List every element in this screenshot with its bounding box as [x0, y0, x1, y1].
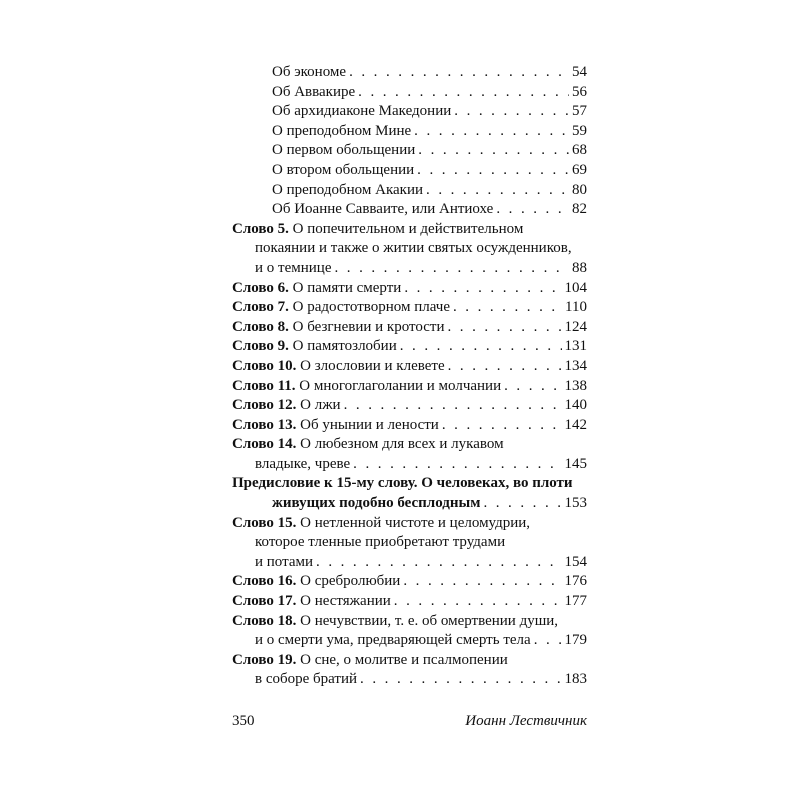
- slovo-number: Слово 19.: [232, 651, 297, 668]
- slovo-number: Слово 6.: [232, 279, 289, 296]
- entry-title: О преподобном Акакии: [272, 181, 424, 198]
- leader-dots: [316, 553, 561, 573]
- entry-title: живущих подобно бесплодным: [272, 495, 481, 512]
- entry-title: О памятозлобии: [292, 338, 397, 355]
- toc-entry-slovo-9[interactable]: [232, 337, 587, 357]
- leader-dots: [414, 122, 569, 142]
- entry-title: О попечительном и действительном: [292, 220, 524, 237]
- leader-dots: [483, 494, 561, 514]
- toc-entry[interactable]: [232, 102, 587, 122]
- entry-page: 59: [572, 122, 587, 139]
- leader-dots: [442, 416, 562, 436]
- entry-page: 177: [564, 593, 587, 610]
- entry-title: О безгневии и кротости: [292, 318, 445, 335]
- entry-page: 56: [572, 83, 587, 100]
- page-footer: [232, 713, 587, 730]
- entry-title: и о темнице: [255, 259, 332, 276]
- toc-entry-slovo-8[interactable]: [232, 318, 587, 338]
- entry-page: 142: [564, 416, 587, 433]
- slovo-number: Слово 14.: [232, 436, 297, 453]
- toc-entry-continuation: [232, 533, 587, 553]
- entry-title: которое тленные приобретают трудами: [255, 534, 506, 551]
- leader-dots: [404, 279, 561, 299]
- leader-dots: [400, 337, 562, 357]
- entry-title: О преподобном Мине: [272, 122, 412, 139]
- leader-dots: [349, 63, 569, 83]
- slovo-number: Слово 8.: [232, 318, 289, 335]
- toc-entry[interactable]: [232, 83, 587, 103]
- entry-title: Об унынии и лености: [300, 416, 439, 433]
- toc-entry[interactable]: [232, 141, 587, 161]
- entry-page: 57: [572, 103, 587, 120]
- entry-title: Предисловие к 15-му слову. О человеках, во плоти: [232, 475, 573, 492]
- slovo-number: Слово 7.: [232, 299, 289, 316]
- leader-dots: [344, 396, 562, 416]
- slovo-number: Слово 18.: [232, 612, 297, 629]
- toc-entry[interactable]: [232, 181, 587, 201]
- toc-entry-continuation: [232, 494, 587, 514]
- slovo-number: Слово 12.: [232, 397, 297, 414]
- entry-title: О нетленной чистоте и целомудрии,: [300, 514, 531, 531]
- toc-entry-slovo-16[interactable]: [232, 572, 587, 592]
- entry-page: 154: [564, 553, 587, 570]
- leader-dots: [394, 592, 562, 612]
- entry-page: 140: [564, 397, 587, 414]
- toc-entry-slovo-12[interactable]: [232, 396, 587, 416]
- leader-dots: [448, 357, 562, 377]
- entry-page: 145: [564, 455, 587, 472]
- slovo-number: Слово 5.: [232, 220, 289, 237]
- slovo-number: Слово 16.: [232, 573, 297, 590]
- entry-title: О радостотворном плаче: [292, 299, 450, 316]
- toc-entry-continuation: [232, 259, 587, 279]
- entry-title: О сребролюбии: [300, 573, 401, 590]
- entry-title: О памяти смерти: [292, 279, 402, 296]
- slovo-number: Слово 13.: [232, 416, 297, 433]
- leader-dots: [360, 670, 561, 690]
- leader-dots: [334, 259, 569, 279]
- entry-title: О любезном для всех и лукавом: [300, 436, 504, 453]
- entry-page: 134: [564, 357, 587, 374]
- entry-page: 124: [564, 318, 587, 335]
- slovo-number: Слово 11.: [232, 377, 296, 394]
- table-of-contents: [232, 63, 587, 690]
- toc-entry-slovo-18[interactable]: [232, 612, 587, 632]
- entry-page: 82: [572, 201, 587, 218]
- toc-entry-slovo-7[interactable]: [232, 298, 587, 318]
- entry-title: О первом обольщении: [272, 142, 416, 159]
- leader-dots: [358, 83, 569, 103]
- entry-page: 69: [572, 161, 587, 178]
- entry-title: О многоглаголании и молчании: [299, 377, 502, 394]
- leader-dots: [447, 318, 561, 338]
- entry-page: 68: [572, 142, 587, 159]
- toc-entry-slovo-6[interactable]: [232, 279, 587, 299]
- leader-dots: [534, 631, 562, 651]
- entry-title: и потами: [255, 553, 314, 570]
- toc-entry[interactable]: [232, 200, 587, 220]
- toc-entry-continuation: [232, 670, 587, 690]
- toc-entry-continuation: [232, 455, 587, 475]
- entry-page: 104: [564, 279, 587, 296]
- toc-entry-slovo-5[interactable]: [232, 220, 587, 240]
- leader-dots: [403, 572, 561, 592]
- entry-title: О нечувствии, т. е. об омертвении души,: [300, 612, 559, 629]
- toc-entry-continuation: [232, 553, 587, 573]
- entry-title: владыке, чреве: [255, 455, 351, 472]
- leader-dots: [353, 455, 561, 475]
- leader-dots: [426, 181, 569, 201]
- slovo-number: Слово 15.: [232, 514, 297, 531]
- entry-title: и о смерти ума, предваряющей смерть тела: [255, 632, 531, 649]
- slovo-number: Слово 9.: [232, 338, 289, 355]
- leader-dots: [496, 200, 569, 220]
- entry-page: 54: [572, 64, 587, 80]
- toc-entry-slovo-15[interactable]: [232, 514, 587, 534]
- entry-page: 110: [565, 299, 587, 316]
- toc-entry-preface-15[interactable]: [232, 474, 587, 494]
- entry-page: 138: [564, 377, 587, 394]
- toc-entry[interactable]: [232, 161, 587, 181]
- running-author: Иоанн Лествичник: [465, 713, 587, 729]
- entry-title: Об Аввакире: [272, 83, 356, 100]
- slovo-number: Слово 10.: [232, 357, 297, 374]
- entry-title: в соборе братий: [255, 671, 358, 688]
- leader-dots: [417, 161, 569, 181]
- entry-title: О втором обольщении: [272, 161, 415, 178]
- entry-title: О злословии и клевете: [300, 357, 445, 374]
- entry-title: О лжи: [300, 397, 341, 414]
- toc-entry[interactable]: [232, 122, 587, 142]
- toc-entry-slovo-19[interactable]: [232, 651, 587, 671]
- toc-entry-slovo-10[interactable]: [232, 357, 587, 377]
- entry-page: 153: [564, 495, 587, 512]
- toc-entry-continuation: [232, 631, 587, 651]
- toc-entry-slovo-11[interactable]: [232, 377, 587, 397]
- entry-title: Об архидиаконе Македонии: [272, 103, 452, 120]
- slovo-number: Слово 17.: [232, 593, 297, 610]
- entry-title: Об Иоанне Савваите, или Антиохе: [272, 201, 494, 218]
- entry-title: О сне, о молитве и псалмопении: [300, 651, 508, 668]
- entry-page: 88: [572, 259, 587, 276]
- leader-dots: [454, 102, 569, 122]
- entry-page: 131: [564, 338, 587, 355]
- entry-page: 183: [564, 671, 587, 688]
- leader-dots: [418, 141, 569, 161]
- toc-entry-slovo-17[interactable]: [232, 592, 587, 612]
- leader-dots: [453, 298, 562, 318]
- page-number: 350: [232, 713, 255, 729]
- entry-title: покаянии и также о житии святых осужденников,: [255, 240, 572, 257]
- toc-entry-slovo-13[interactable]: [232, 416, 587, 436]
- entry-title: О нестяжании: [300, 593, 391, 610]
- entry-page: 80: [572, 181, 587, 198]
- entry-page: 176: [564, 573, 587, 590]
- leader-dots: [504, 377, 561, 397]
- toc-entry[interactable]: [232, 63, 587, 83]
- entry-title: Об экономе: [272, 64, 347, 80]
- entry-page: 179: [564, 632, 587, 649]
- toc-entry-slovo-14[interactable]: [232, 435, 587, 455]
- toc-entry-continuation: [232, 239, 587, 259]
